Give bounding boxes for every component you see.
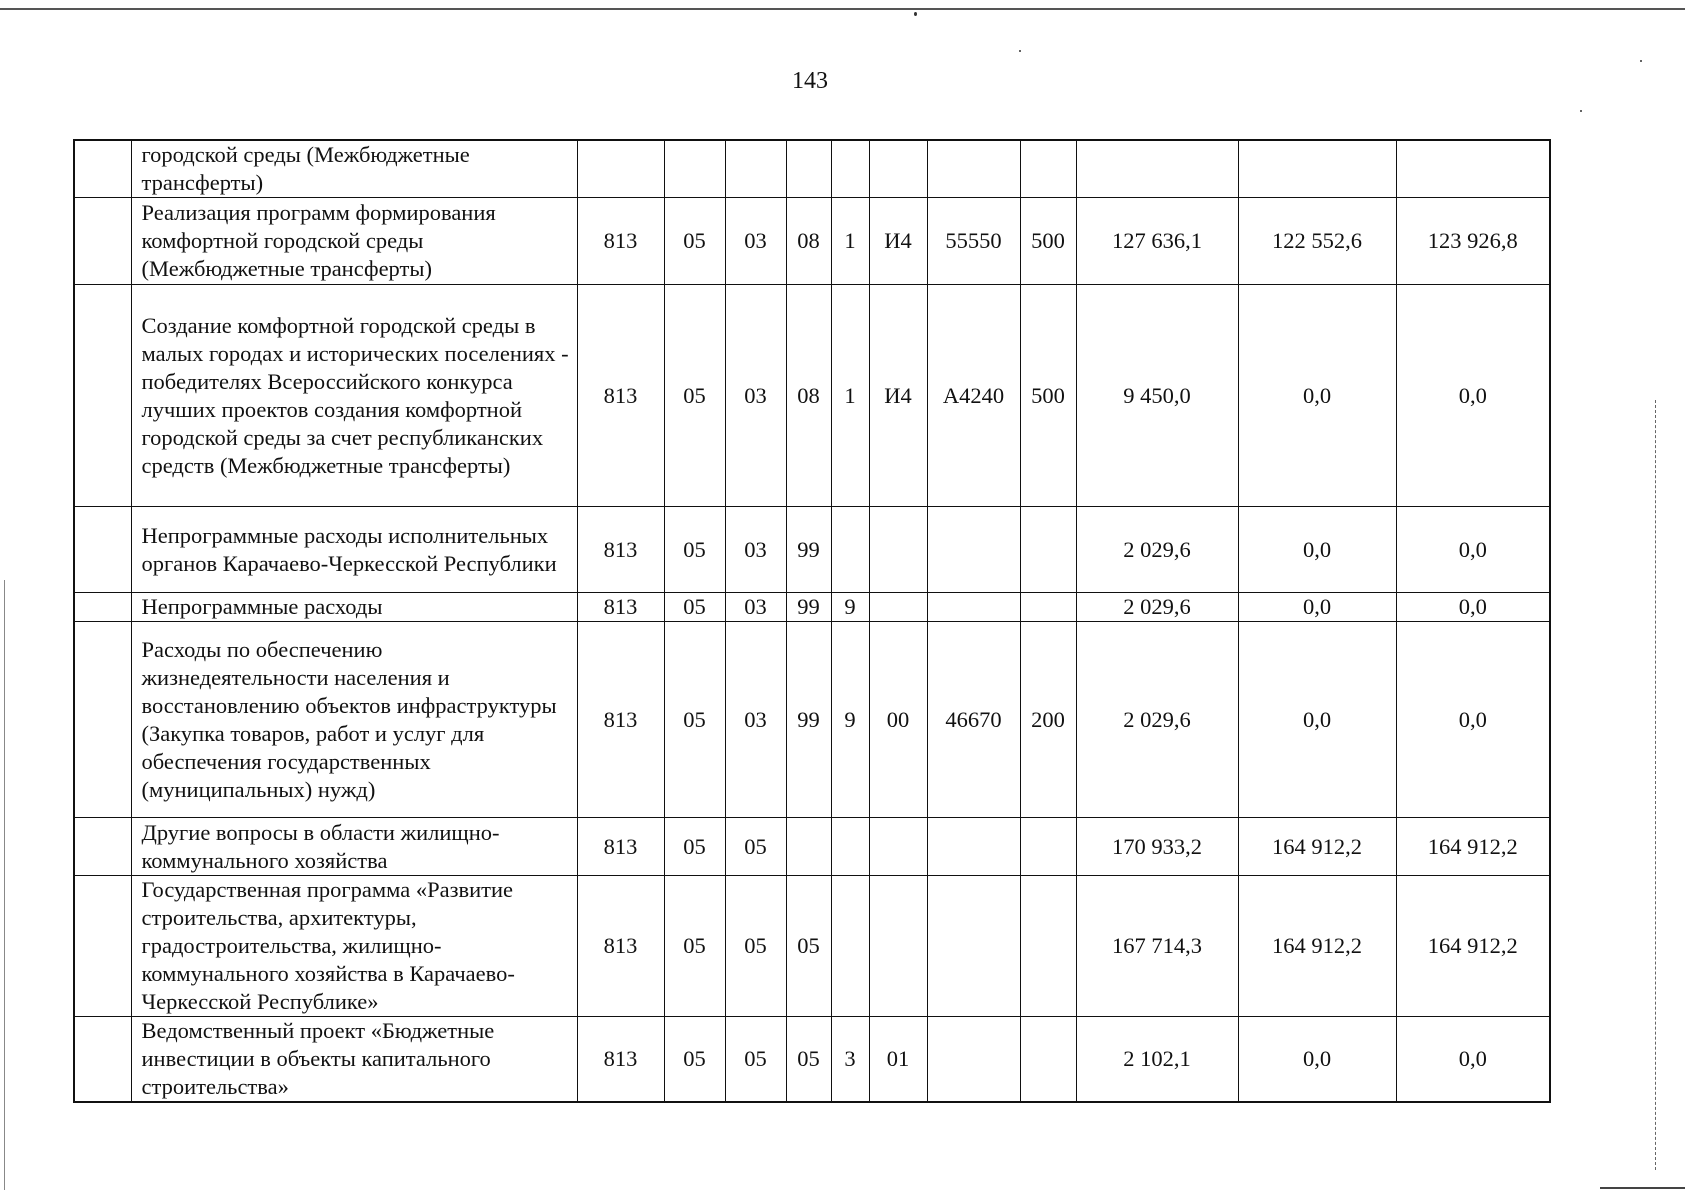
program-code-cell: 05: [786, 1017, 831, 1103]
direction-code-cell: [927, 507, 1020, 593]
ministry-code-cell: 813: [577, 622, 664, 818]
direction-code-cell: 46670: [927, 622, 1020, 818]
amount-year1-cell: 127 636,1: [1076, 198, 1238, 285]
amount-year1-cell: 2 029,6: [1076, 622, 1238, 818]
ministry-code-cell: 813: [577, 198, 664, 285]
subsection-code-cell: 03: [725, 507, 786, 593]
amount-year1-cell: [1076, 140, 1238, 198]
amount-year3-cell: [1396, 140, 1550, 198]
section-code-cell: 05: [664, 818, 725, 876]
project-code-cell: [869, 507, 927, 593]
amount-year3-cell: 0,0: [1396, 593, 1550, 622]
line-item-name: Непрограммные расходы: [131, 593, 577, 622]
scan-speck: [1019, 50, 1021, 52]
project-code-cell: [869, 140, 927, 198]
section-code-cell: 05: [664, 1017, 725, 1103]
blank-cell: [74, 507, 131, 593]
scan-speck: [1640, 60, 1642, 62]
line-item-name: Государственная программа «Развитие строительства, архитектуры, градостроительства, жилищно-коммунального хозяйства в Карачаево-Черкесской Республике»: [131, 876, 577, 1017]
scan-speck: [914, 12, 917, 16]
ministry-code-cell: 813: [577, 285, 664, 507]
amount-year1-cell: 9 450,0: [1076, 285, 1238, 507]
expense-type-code-cell: [1020, 507, 1076, 593]
project-code-cell: [869, 876, 927, 1017]
line-item-name: Реализация программ формирования комфортной городской среды (Межбюджетные трансферты): [131, 198, 577, 285]
amount-year2-cell: [1238, 140, 1396, 198]
section-code-cell: 05: [664, 198, 725, 285]
amount-year2-cell: 122 552,6: [1238, 198, 1396, 285]
project-code-cell: И4: [869, 285, 927, 507]
table-row: [74, 1017, 1550, 1103]
subsection-code-cell: 03: [725, 198, 786, 285]
amount-year3-cell: 164 912,2: [1396, 876, 1550, 1017]
blank-cell: [74, 285, 131, 507]
blank-cell: [74, 876, 131, 1017]
page-number: 143: [792, 68, 828, 94]
program-code-cell: 05: [786, 876, 831, 1017]
subprogram-code-cell: 1: [831, 198, 869, 285]
blank-cell: [74, 622, 131, 818]
amount-year1-cell: 2 102,1: [1076, 1017, 1238, 1103]
project-code-cell: [869, 818, 927, 876]
direction-code-cell: 55550: [927, 198, 1020, 285]
table-row: [74, 593, 1550, 622]
amount-year3-cell: 0,0: [1396, 507, 1550, 593]
amount-year2-cell: 0,0: [1238, 507, 1396, 593]
expense-type-code-cell: [1020, 140, 1076, 198]
section-code-cell: 05: [664, 876, 725, 1017]
direction-code-cell: [927, 876, 1020, 1017]
scan-bottom-border: [1600, 1187, 1685, 1189]
line-item-name: Расходы по обеспечению жизнедеятельности населения и восстановлению объектов инфраструктуры (Закупка товаров, работ и услуг для обеспечения государственных (муниципальных) нужд): [131, 622, 577, 818]
subsection-code-cell: 03: [725, 285, 786, 507]
project-code-cell: И4: [869, 198, 927, 285]
table-row: [74, 140, 1550, 198]
section-code-cell: [664, 140, 725, 198]
direction-code-cell: А4240: [927, 285, 1020, 507]
blank-cell: [74, 818, 131, 876]
section-code-cell: 05: [664, 285, 725, 507]
ministry-code-cell: [577, 140, 664, 198]
line-item-name: городской среды (Межбюджетные трансферты): [131, 140, 577, 198]
blank-cell: [74, 198, 131, 285]
section-code-cell: 05: [664, 622, 725, 818]
amount-year2-cell: 0,0: [1238, 1017, 1396, 1103]
direction-code-cell: [927, 140, 1020, 198]
scan-top-border: [0, 8, 1685, 10]
amount-year2-cell: 0,0: [1238, 622, 1396, 818]
amount-year2-cell: 0,0: [1238, 593, 1396, 622]
section-code-cell: 05: [664, 507, 725, 593]
amount-year2-cell: 164 912,2: [1238, 876, 1396, 1017]
scan-left-edge: [4, 580, 5, 1190]
blank-cell: [74, 140, 131, 198]
table-row: [74, 622, 1550, 818]
ministry-code-cell: 813: [577, 1017, 664, 1103]
project-code-cell: 01: [869, 1017, 927, 1103]
subsection-code-cell: [725, 140, 786, 198]
subprogram-code-cell: 3: [831, 1017, 869, 1103]
direction-code-cell: [927, 818, 1020, 876]
scan-speck: [1580, 110, 1582, 112]
table-row: [74, 876, 1550, 1017]
program-code-cell: 99: [786, 593, 831, 622]
expense-type-code-cell: 200: [1020, 622, 1076, 818]
subprogram-code-cell: 9: [831, 622, 869, 818]
table-row: [74, 198, 1550, 285]
expense-type-code-cell: 500: [1020, 198, 1076, 285]
scan-right-edge: [1655, 400, 1656, 1170]
line-item-name: Другие вопросы в области жилищно-коммунального хозяйства: [131, 818, 577, 876]
budget-table-body: [74, 140, 1550, 1102]
amount-year1-cell: 170 933,2: [1076, 818, 1238, 876]
ministry-code-cell: 813: [577, 818, 664, 876]
direction-code-cell: [927, 593, 1020, 622]
expense-type-code-cell: 500: [1020, 285, 1076, 507]
subprogram-code-cell: [831, 507, 869, 593]
subsection-code-cell: 03: [725, 622, 786, 818]
subprogram-code-cell: [831, 876, 869, 1017]
table-row: [74, 818, 1550, 876]
subsection-code-cell: 05: [725, 876, 786, 1017]
amount-year1-cell: 2 029,6: [1076, 593, 1238, 622]
amount-year1-cell: 167 714,3: [1076, 876, 1238, 1017]
subsection-code-cell: 05: [725, 818, 786, 876]
ministry-code-cell: 813: [577, 507, 664, 593]
amount-year3-cell: 0,0: [1396, 1017, 1550, 1103]
amount-year1-cell: 2 029,6: [1076, 507, 1238, 593]
subsection-code-cell: 05: [725, 1017, 786, 1103]
project-code-cell: [869, 593, 927, 622]
expense-type-code-cell: [1020, 1017, 1076, 1103]
amount-year2-cell: 0,0: [1238, 285, 1396, 507]
expense-type-code-cell: [1020, 818, 1076, 876]
program-code-cell: 99: [786, 622, 831, 818]
blank-cell: [74, 1017, 131, 1103]
expense-type-code-cell: [1020, 876, 1076, 1017]
blank-cell: [74, 593, 131, 622]
line-item-name: Непрограммные расходы исполнительных органов Карачаево-Черкесской Республики: [131, 507, 577, 593]
table-row: [74, 507, 1550, 593]
project-code-cell: 00: [869, 622, 927, 818]
section-code-cell: 05: [664, 593, 725, 622]
ministry-code-cell: 813: [577, 876, 664, 1017]
subprogram-code-cell: 9: [831, 593, 869, 622]
amount-year3-cell: 123 926,8: [1396, 198, 1550, 285]
expense-type-code-cell: [1020, 593, 1076, 622]
line-item-name: Ведомственный проект «Бюджетные инвестиции в объекты капитального строительства»: [131, 1017, 577, 1103]
program-code-cell: [786, 140, 831, 198]
program-code-cell: 08: [786, 198, 831, 285]
program-code-cell: 99: [786, 507, 831, 593]
subprogram-code-cell: [831, 140, 869, 198]
subprogram-code-cell: 1: [831, 285, 869, 507]
subprogram-code-cell: [831, 818, 869, 876]
line-item-name: Создание комфортной городской среды в малых городах и исторических поселениях - победителях Всероссийского конкурса лучших проектов создания комфортной городской среды за счет республиканских средств (Межбюджетные трансферты): [131, 285, 577, 507]
budget-table: [73, 139, 1551, 1103]
amount-year2-cell: 164 912,2: [1238, 818, 1396, 876]
amount-year3-cell: 0,0: [1396, 622, 1550, 818]
subsection-code-cell: 03: [725, 593, 786, 622]
table-row: [74, 285, 1550, 507]
ministry-code-cell: 813: [577, 593, 664, 622]
program-code-cell: 08: [786, 285, 831, 507]
amount-year3-cell: 164 912,2: [1396, 818, 1550, 876]
amount-year3-cell: 0,0: [1396, 285, 1550, 507]
direction-code-cell: [927, 1017, 1020, 1103]
program-code-cell: [786, 818, 831, 876]
